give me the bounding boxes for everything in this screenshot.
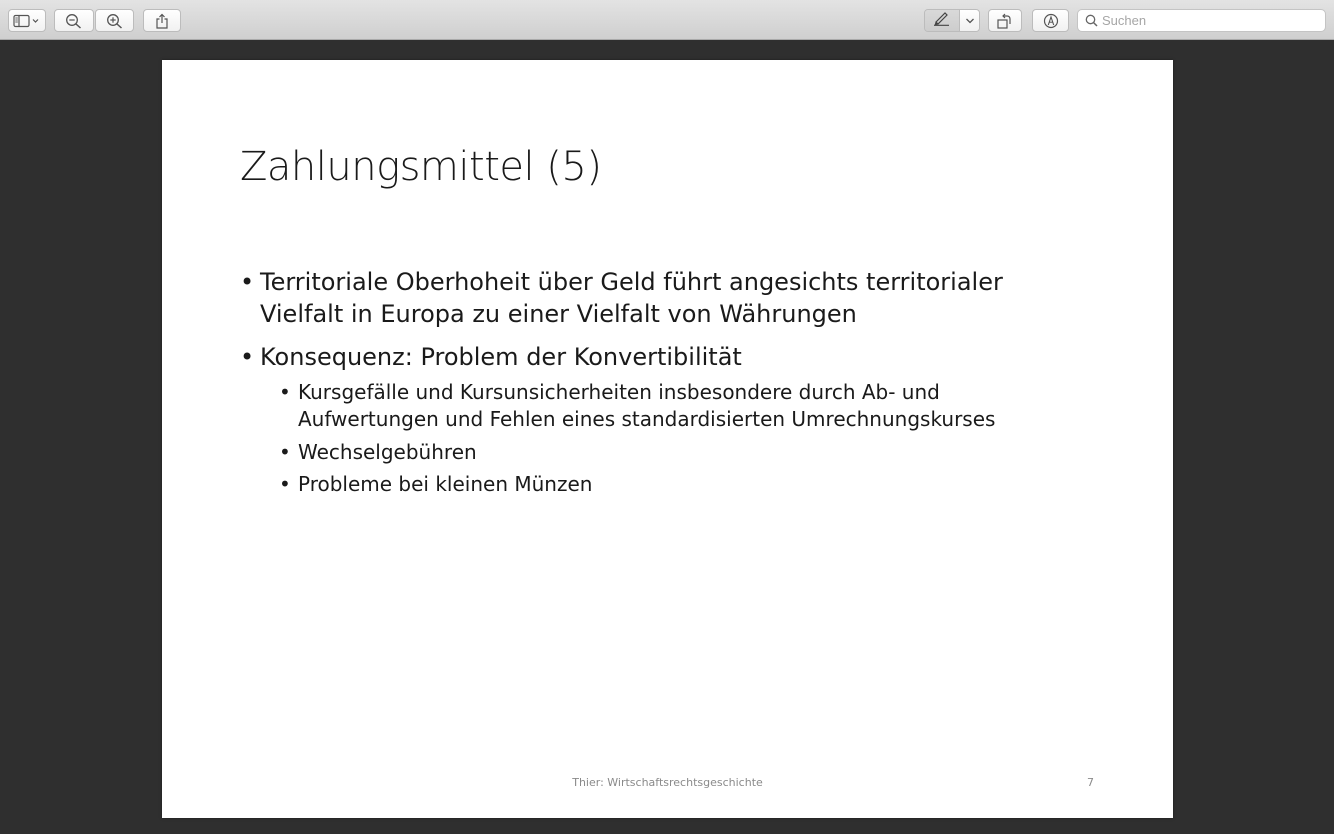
bullet-marker: • [279,380,291,404]
pen-icon [932,10,952,31]
bullet-text: Konsequenz: Problem der Konvertibilität [260,343,742,371]
chevron-down-icon [965,12,975,30]
markup-toolbar-button[interactable] [924,9,980,32]
zoom-out-icon [65,13,83,29]
share-icon [155,13,169,29]
share-button[interactable] [143,9,181,32]
document-page [162,60,1173,818]
sub-bullet-text: Wechselgebühren [298,440,477,464]
magnifier-icon [1084,14,1098,28]
markup-dropdown-button[interactable] [960,10,979,31]
bullet-marker: • [279,440,291,464]
sidebar-toggle-icon [13,14,41,28]
zoom-out-button[interactable] [54,9,94,32]
markup-button[interactable] [1032,9,1069,32]
sub-bullet-text: Kursgefälle und Kursunsicherheiten insbesondere durch Ab- und Aufwertungen und Fehlen eines standardisierten Umrechnungskurses [298,380,996,431]
bullet-marker: • [279,472,291,496]
rotate-icon [996,13,1014,29]
bullet-marker: • [240,268,255,296]
bullet-item [240,266,1090,330]
sub-bullet-item [279,439,1059,466]
bullet-marker: • [240,343,255,371]
zoom-in-icon [106,13,124,29]
sub-bullet-text: Probleme bei kleinen Münzen [298,472,593,496]
zoom-in-button[interactable] [95,9,134,32]
page-number: 7 [1087,776,1094,789]
bullet-text: Territoriale Oberhoheit über Geld führt angesichts territorialer Vielfalt in Europa zu einer Vielfalt von Währungen [260,268,1003,328]
highlight-pen-button[interactable] [925,10,960,31]
slide-title: Zahlungsmittel (5) [240,144,602,190]
markup-circle-icon [1043,13,1059,29]
bullet-item [240,341,1090,373]
search-field[interactable] [1077,9,1326,32]
sub-bullet-item [279,379,1059,433]
sidebar-toggle-button[interactable] [8,9,46,32]
rotate-button[interactable] [988,9,1022,32]
toolbar [0,0,1334,40]
slide-footer: Thier: Wirtschaftsrechtsgeschichte [572,776,763,789]
search-input[interactable] [1102,13,1312,28]
sub-bullet-item [279,471,1059,498]
